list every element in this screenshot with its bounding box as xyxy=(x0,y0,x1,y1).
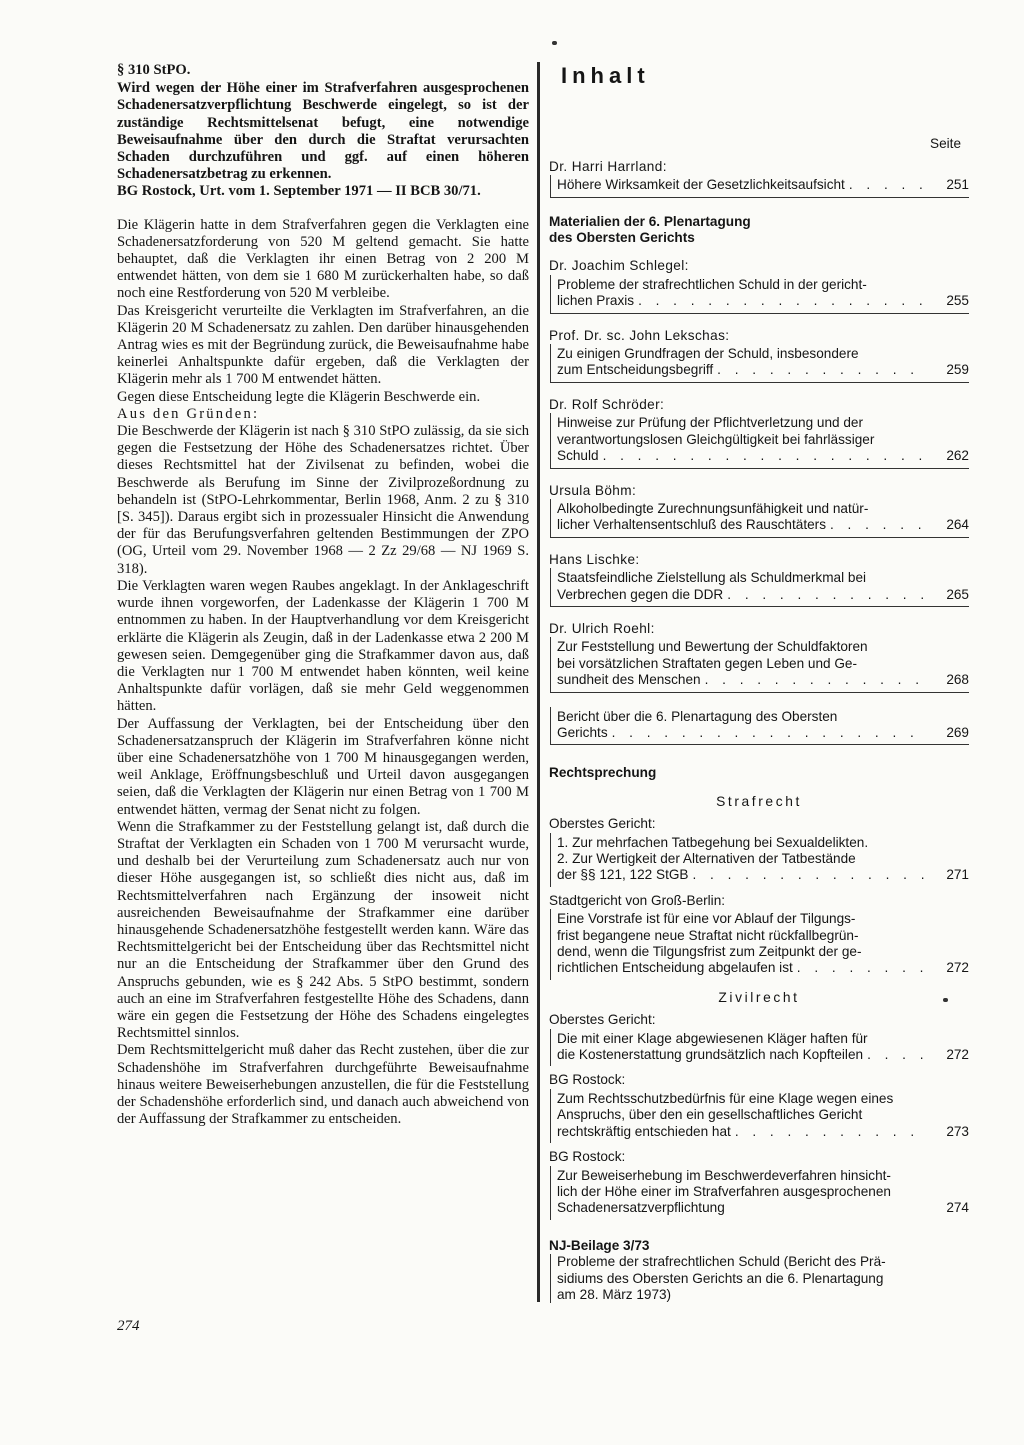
leader-dots xyxy=(826,517,925,533)
paragraph: Der Auffassung der Verklagten, bei der Entscheidung über den Schadenersatzanspruch der Klägerin im Strafverfahren könne nicht über eine Schadenersatzhöhe von 1 700 M hinausgegangen werden, weil Anklage, Eröffnungsbeschluß und Urteil davon ausgegangen seien, daß die Verklagten der Klägerin nur einen Betrag von 1 700 M entwendet hätten, vermag der Senat nicht zu folgen. xyxy=(117,715,529,818)
toc-entry xyxy=(549,707,969,746)
toc-title-line: Gerichts xyxy=(557,724,608,740)
leader-dots xyxy=(845,177,925,193)
toc-title-line: verantwortungslosen Gleichgültigkeit bei fahrlässiger xyxy=(557,431,875,447)
beilage-heading: NJ-Beilage 3/73 xyxy=(549,1237,650,1253)
toc-court: BG Rostock: xyxy=(549,1072,626,1088)
toc-title-line: Staatsfeindliche Zielstellung als Schuldmerkmal bei xyxy=(557,570,867,586)
toc-title-line: lich der Höhe einer im Strafverfahren ausgesprochenen xyxy=(557,1183,891,1199)
toc-title-line: der §§ 121, 122 StGB xyxy=(557,867,689,883)
beilage-text xyxy=(550,1254,969,1303)
paragraph: Das Kreisgericht verurteilte die Verklagten im Strafverfahren, an die Klägerin 20 M Schadenersatz zu zahlen. Den darüber hinausgehenden Antrag wies es mit der Begründung zurück, die Beweisaufnahme habe keinerlei Anhaltspunkte dafür ergeben, daß die Verklagten der Klägerin mehr als 1 700 M entwendet hätten. xyxy=(117,302,529,388)
article-head-title: § 310 StPO. xyxy=(117,62,191,78)
toc-page: 273 xyxy=(946,1123,969,1139)
toc-title-line: richtlichen Entscheidung abgelaufen ist xyxy=(557,960,793,976)
toc-author: Prof. Dr. sc. John Lekschas: xyxy=(549,327,730,343)
toc-page: 264 xyxy=(946,517,969,533)
beilage-line: Probleme der strafrechtlichen Schuld (Bericht des Prä- xyxy=(557,1254,886,1270)
toc-page: 269 xyxy=(946,724,969,740)
toc-title-line: Zur Feststellung und Bewertung der Schuldfaktoren xyxy=(557,639,868,655)
subsection-heading: Zivilrecht xyxy=(718,989,800,1005)
paragraph: Die Klägerin hatte in dem Strafverfahren gegen die Verklagten eine Schadenersatzforderung von 520 M geltend gemacht. Sie hatte behauptet, daß die Verklagten ihr einen Betrag von 2 200 M entwendet hätten, von dem sie 1 680 M zurückerhalten habe, so daß noch eine Restforderung von 520 M verbleibe. xyxy=(117,216,529,302)
leader-dots xyxy=(599,448,925,464)
toc-author: Dr. Ulrich Roehl: xyxy=(549,620,655,636)
toc-page: 272 xyxy=(946,1047,969,1063)
toc-court: BG Rostock: xyxy=(549,1149,626,1165)
toc-title-line: Hinweise zur Prüfung der Pflichtverletzung und der xyxy=(557,415,864,431)
toc-title-line: dend, wenn die Tilgungsfrist zum Zeitpunkt der ge- xyxy=(557,944,862,960)
toc-page: 251 xyxy=(946,177,969,193)
toc-court: Stadtgericht von Groß-Berlin: xyxy=(549,892,726,908)
toc-title-line: zum Entscheidungsbegriff xyxy=(557,362,714,378)
toc-entry xyxy=(549,552,969,607)
toc-entry xyxy=(549,621,969,693)
toc-entry xyxy=(549,258,969,313)
toc-court: Oberstes Gericht: xyxy=(549,816,656,832)
subsection-heading: Strafrecht xyxy=(716,793,802,809)
toc-title-line: die Kostenerstattung grundsätzlich nach Kopfteilen xyxy=(557,1047,864,1063)
leader-dots xyxy=(701,672,925,688)
beilage-line: sidiums des Obersten Gerichts an die 6. Plenartagung xyxy=(557,1270,884,1286)
toc-title-line: Zur Beweiserhebung im Beschwerdeverfahren hinsicht- xyxy=(557,1167,891,1183)
leader-dots xyxy=(634,293,925,309)
toc-title-line: frist begangene neue Straftat nicht rückfallbegrün- xyxy=(557,927,859,943)
section-heading-line: des Obersten Gerichts xyxy=(549,230,695,246)
page-number: 274 xyxy=(117,1318,140,1334)
section-heading-line: Materialien der 6. Plenartagung xyxy=(549,213,751,229)
speck xyxy=(552,41,557,45)
article-head-text: Wird wegen der Höhe einer im Strafverfahren ausgesprochenen Schadenersatzverpflichtung Beschwerde eingelegt, so ist der zuständige Rechtsmittelsenat befugt, eine notwendige Beweisaufnahme über den durch die Straftat verursachten Schaden durchzuführen und ggf. auf einen höheren Schadenersatzbetrag zu erkennen. xyxy=(117,80,529,183)
toc-title-line: 2. Zur Wertigkeit der Alternativen der Tatbestände xyxy=(557,851,856,866)
toc-title-line: Alkoholbedingte Zurechnungsunfähigkeit und natür- xyxy=(557,500,869,516)
paragraph: Die Verklagten waren wegen Raubes angeklagt. In der Anklageschrift wurde ihnen vorgeworfen, der Ladenkasse der Klägerin 1 700 M entnommen zu haben. In der Hauptverhandlung vor dem Kreisgericht erklärte die Klägerin als Zeugin, daß in der Ladenkasse etwa 2 200 M gewesen seien. Demgegenüber ging die Strafkammer davon aus, daß die Verklagten nur 1 700 M entwendet haben könnten, weil keine Anhaltspunkte dafür vorlägen, daß sie mehr Geld weggenommen hätten. xyxy=(117,577,529,715)
toc-page-label: Seite xyxy=(930,136,961,152)
toc-title-line: Probleme der strafrechtlichen Schuld in der gericht- xyxy=(557,276,867,292)
beilage-line: am 28. März 1973) xyxy=(557,1286,672,1302)
paragraph: Dem Rechtsmittelgericht muß daher das Recht zustehen, über die zur Schadenshöhe im Strafverfahren durchgeführte Beweisaufnahme hinaus weitere Beweiserhebungen anzustellen, die für die Feststellung der Schadenshöhe erforderlich sind, und danach auch abweichend von der Auffassung der Strafkammer zu entscheiden. xyxy=(117,1042,529,1128)
toc-page: 255 xyxy=(946,293,969,309)
article-reference: BG Rostock, Urt. vom 1. September 1971 — II BCB 30/71. xyxy=(117,183,481,200)
toc-entry xyxy=(549,328,969,383)
toc-title-line: Anspruchs, über den ein gesellschaftliches Gericht xyxy=(557,1107,863,1123)
section-heading xyxy=(549,214,969,247)
toc-entry xyxy=(549,1149,969,1220)
toc-title-line: Zum Rechtsschutzbedürfnis für eine Klage wegen eines xyxy=(557,1090,894,1106)
toc-court: Oberstes Gericht: xyxy=(549,1012,656,1028)
toc-entry-box xyxy=(550,175,969,197)
toc-author: Hans Lischke: xyxy=(549,551,640,567)
leader-dots xyxy=(863,1047,925,1063)
toc-page: 274 xyxy=(946,1200,969,1216)
toc-page: 268 xyxy=(946,672,969,688)
toc-title-line: Höhere Wirksamkeit der Gesetzlichkeitsaufsicht xyxy=(557,177,845,193)
toc-title-line: licher Verhaltensentschluß des Rauschtäters xyxy=(557,517,826,533)
toc-title: Inhalt xyxy=(561,63,650,88)
toc-title-line: bei vorsätzlichen Straftaten gegen Leben und Ge- xyxy=(557,655,858,671)
toc-title-line: Zu einigen Grundfragen der Schuld, insbesondere xyxy=(557,346,859,362)
article-column xyxy=(117,62,529,1128)
section-heading: Aus den Gründen: xyxy=(117,405,260,422)
toc-page: 271 xyxy=(946,867,969,883)
toc-entry xyxy=(549,1012,969,1066)
toc-entry xyxy=(549,1072,969,1143)
toc-title-line: Bericht über die 6. Plenartagung des Obersten xyxy=(557,708,838,724)
paragraph: Gegen diese Entscheidung legte die Klägerin Beschwerde ein. xyxy=(117,388,481,405)
toc-author: Ursula Böhm: xyxy=(549,482,637,498)
toc-entry xyxy=(549,159,969,198)
toc-title-line: Schuld xyxy=(557,448,599,464)
paragraph: Wenn die Strafkammer zu der Feststellung gelangt ist, daß durch die Straftat der Verklagten ein Schaden von 1 700 M verursacht wurde, und deshalb bei der Verurteilung zum Schadenersatz auch nur von dieser Höhe ausgegangen ist, so schließt dies nicht aus, daß im Rechtsmittelverfahren nach Ergänzung der insoweit nicht ausreichenden Beweisaufnahme der Strafkammer eine darüber hinausgehende Schadenersatzhöhe festgestellt werden kann. Wäre das Rechtsmittelgericht bei der Entscheidung über das Rechtsmittel nicht nur an die Entscheidung der Strafkammer über den Grund des Anspruchs gebunden, wie es § 242 Abs. 5 StPO bestimmt, sondern auch an eine im Strafverfahren festgestellte Höhe des Schadens, dann wäre ein gegen die Festsetzung der Höhe des Schadens eingelegtes Rechtsmittel sinnlos. xyxy=(117,818,529,1042)
toc-title-line: Die mit einer Klage abgewiesenen Kläger haften für xyxy=(557,1030,868,1046)
toc-page: 272 xyxy=(946,960,969,976)
leader-dots xyxy=(713,362,925,378)
toc-author: Dr. Rolf Schröder: xyxy=(549,396,665,412)
toc-entry xyxy=(549,816,969,887)
toc-page: 265 xyxy=(946,586,969,602)
column-divider xyxy=(537,62,540,1302)
toc-entry xyxy=(549,483,969,538)
toc-entry xyxy=(549,397,969,469)
toc-title-line: Eine Vorstrafe ist für eine vor Ablauf der Tilgungs- xyxy=(557,911,856,927)
toc-title-line: rechtskräftig entschieden hat xyxy=(557,1123,731,1139)
leader-dots xyxy=(731,1124,925,1140)
leader-dots xyxy=(608,725,925,741)
toc-page: 262 xyxy=(946,448,969,464)
toc-title-line: 1. Zur mehrfachen Tatbegehung bei Sexualdelikten. xyxy=(557,834,869,850)
toc-title-line: Verbrechen gegen die DDR xyxy=(557,586,724,602)
toc-title-line: Schadenersatzverpflichtung xyxy=(557,1200,725,1216)
toc-author: Dr. Joachim Schlegel: xyxy=(549,258,689,274)
toc-title-line: lichen Praxis xyxy=(557,293,635,309)
leader-dots xyxy=(793,960,925,976)
section-heading: Rechtsprechung xyxy=(549,765,657,781)
toc-page: 259 xyxy=(946,362,969,378)
leader-dots xyxy=(723,587,925,603)
toc-author: Dr. Harri Harrland: xyxy=(549,158,667,174)
toc-entry xyxy=(549,893,969,980)
toc-title-line: sundheit des Menschen xyxy=(557,672,701,688)
paragraph: Die Beschwerde der Klägerin ist nach § 310 StPO zulässig, da sie sich gegen die Festsetzung der Höhe des Schadenersatzes richtet. Über dieses Rechtsmittel hat der Zivilsenat zu befinden, wobei die Beschwerde als Berufung im Sinne der Zivilprozeßordnung zu behandeln ist (StPO-Lehrkommentar, Berlin 1968, Anm. 2 zu § 310 [S. 345]). Daraus ergibt sich in prozessualer Hinsicht die Anwendung der für das Berufungsverfahren geltenden Bestimmungen der ZPO (OG, Urteil vom 29. November 1968 — 2 Zz 29/68 — NJ 1969 S. 318). xyxy=(117,423,529,577)
toc-column xyxy=(549,62,969,1303)
leader-dots xyxy=(689,867,926,883)
